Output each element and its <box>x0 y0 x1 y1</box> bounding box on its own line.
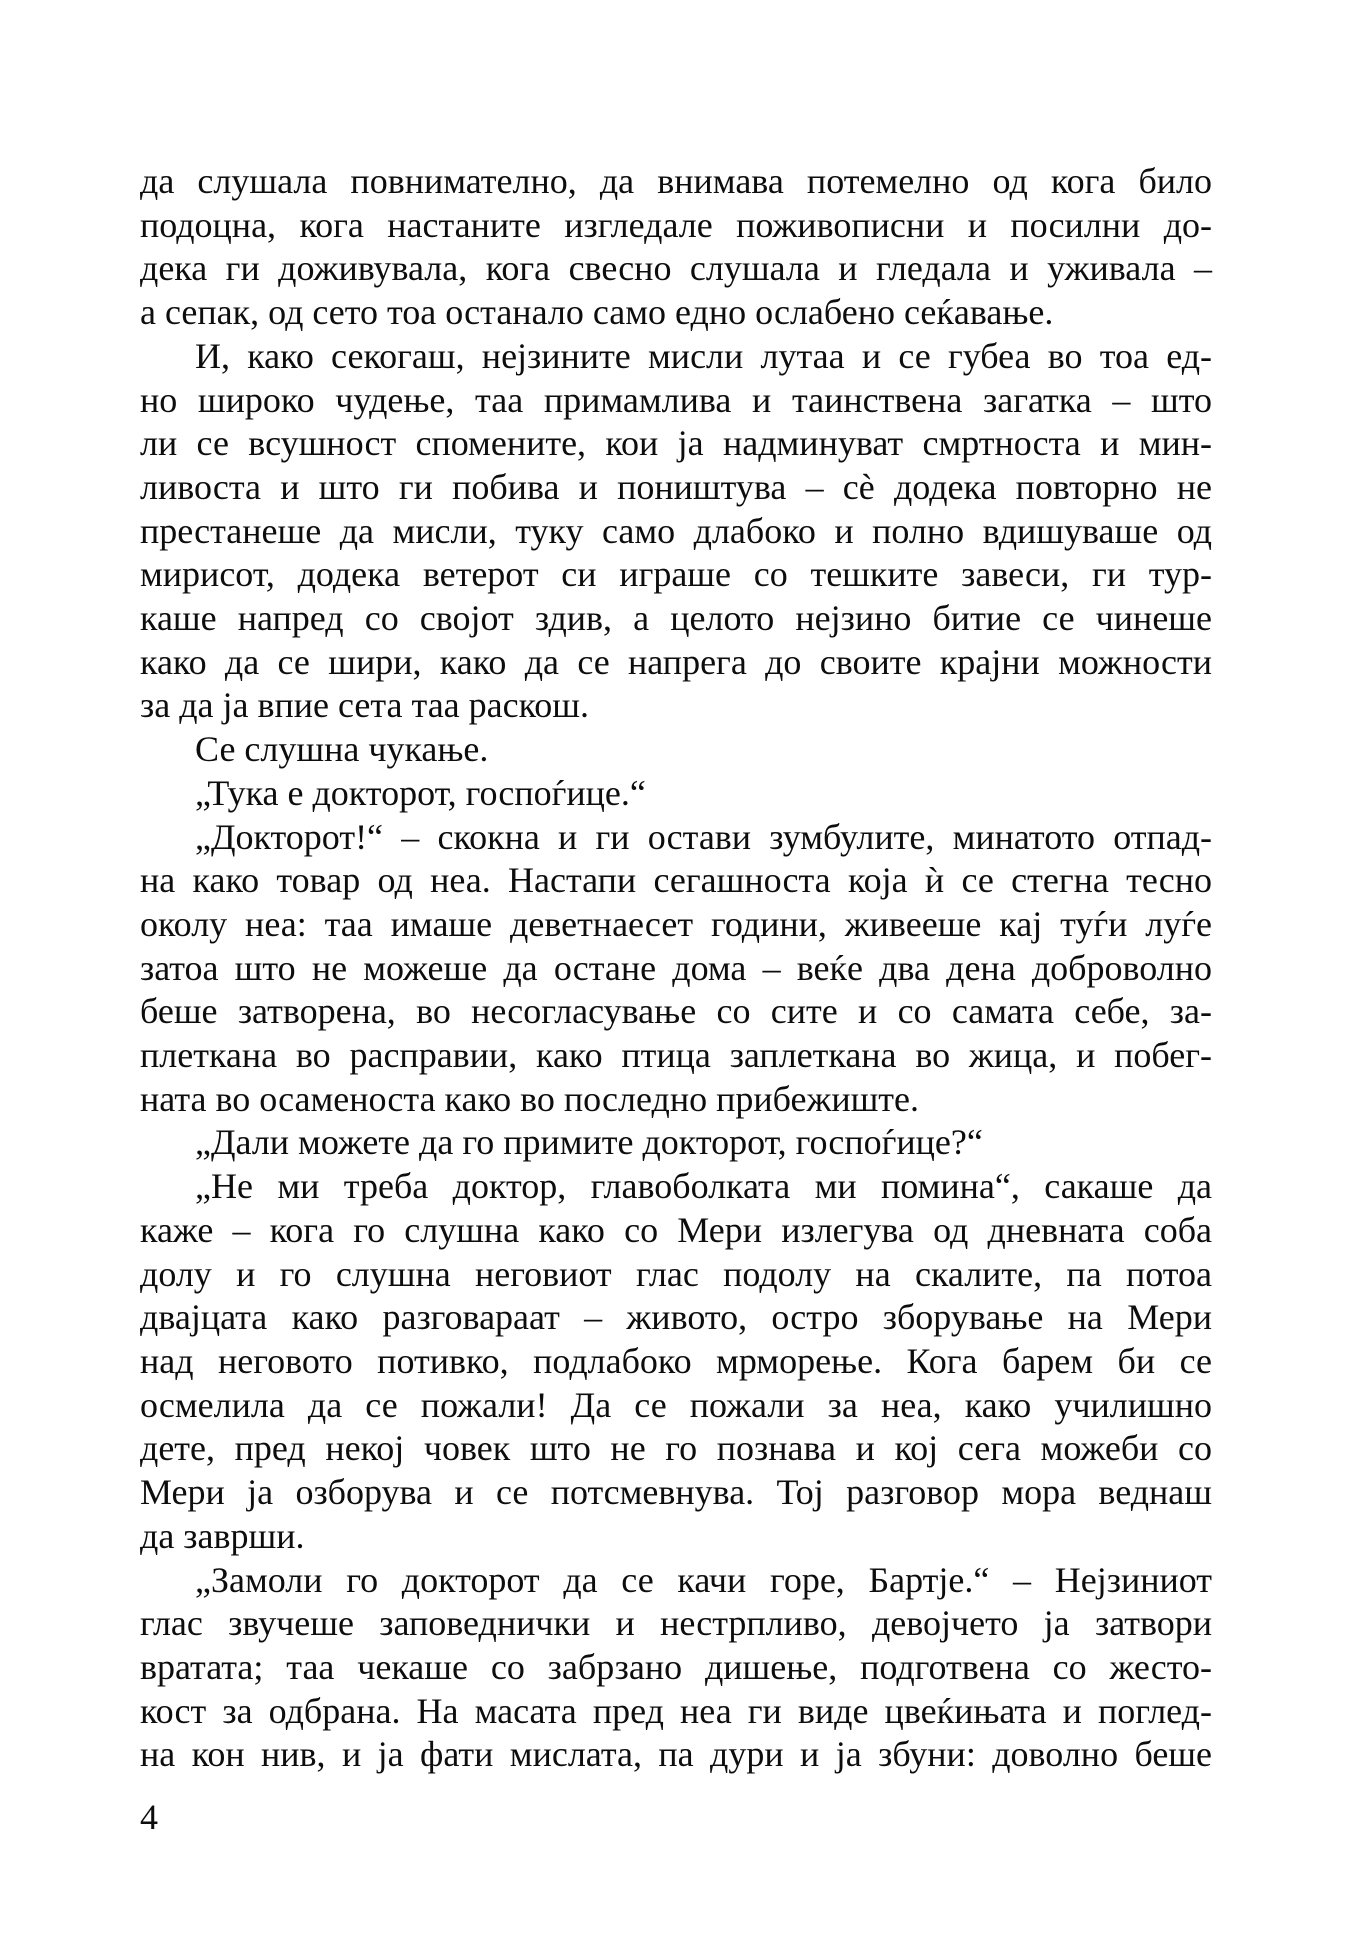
text-line: мирисот, додека ветерот си играше со тешките завеси, ги тур- <box>140 554 1212 595</box>
text-line: Се слушна чукање. <box>195 729 489 770</box>
text-line: осмелила да се пожали! Да се пожали за неа, како училишно <box>140 1384 1212 1425</box>
text-line: „Замоли го докторот да се качи горе, Бартје.“ – Нејзиниот <box>195 1559 1212 1600</box>
text-line: ли се всушност спомените, кои ја надминуват смртноста и мин- <box>140 423 1212 464</box>
text-line: вратата; таа чекаше со забрзано дишење, подготвена со жесто- <box>140 1646 1212 1687</box>
page-number: 4 <box>140 1797 158 1838</box>
text-line: каже – кога го слушна како со Мери излегува од дневната соба <box>140 1209 1212 1250</box>
text-line: на како товар од неа. Настапи сегашноста која ѝ се стегна тесно <box>140 860 1212 901</box>
text-line: дека ги доживувала, кога свесно слушала и гледала и уживала – <box>140 248 1212 289</box>
text-line: „Тука е докторот, госпоѓице.“ <box>195 772 646 813</box>
text-line: за да ја впие сета таа раскош. <box>140 685 589 726</box>
text-line: плеткана во расправии, како птица заплеткана во жица, и побег- <box>140 1035 1212 1076</box>
text-line: „Докторот!“ – скокна и ги остави зумбулите, минатото отпад- <box>195 816 1212 857</box>
text-line: да заврши. <box>140 1515 305 1556</box>
text-line: ливоста и што ги побива и поништува – сѐ додека повторно не <box>140 466 1212 507</box>
text-line: престанеше да мисли, туку само длабоко и полно вдишуваше од <box>140 510 1212 551</box>
text-line: Мери ја озборува и се потсмевнува. Тој разговор мора веднаш <box>140 1472 1212 1513</box>
text-line: каше напред со својот здив, а целото нејзино битие се чинеше <box>140 598 1212 639</box>
text-line: подоцна, кога настаните изгледале поживописни и посилни до- <box>140 204 1212 245</box>
text-line: а сепак, од сето тоа останало само едно ослабено сеќавање. <box>140 292 1054 333</box>
text-line: глас звучеше заповеднички и нестрпливо, девојчето ја затвори <box>140 1603 1212 1644</box>
text-line: на кон нив, и ја фати мислата, па дури и ја збуни: доволно беше <box>140 1734 1212 1775</box>
text-line: затоа што не можеше да остане дома – веќе два дена доброволно <box>140 947 1212 988</box>
text-block <box>140 160 1212 1840</box>
text-line: но широко чудење, таа примамлива и таинствена загатка – што <box>140 379 1212 420</box>
text-line: долу и го слушна неговиот глас подолу на скалите, па потоа <box>140 1253 1212 1294</box>
text-line: околу неа: таа имаше деветнаесет години, живееше кај туѓи луѓе <box>140 903 1212 944</box>
text-line: да слушала повнимателно, да внимава потемелно од кога било <box>140 161 1212 201</box>
text-line: ната во осаменоста како во последно прибежиште. <box>140 1078 920 1119</box>
text-line: И, како секогаш, нејзините мисли лутаа и се губеа во тоа ед- <box>195 335 1212 376</box>
text-line: беше затворена, во несогласување со сите и со самата себе, за- <box>140 991 1212 1032</box>
text-line: „Дали можете да го примите докторот, госпоѓице?“ <box>195 1122 983 1163</box>
text-line: двајцата како разговараат – живото, остро зборување на Мери <box>140 1297 1212 1338</box>
text-line: како да се шири, како да се напрега до своите крајни можности <box>140 641 1212 682</box>
text-line: над неговото потивко, подлабоко мрморење. Кога барем би се <box>140 1340 1212 1381</box>
text-line: дете, пред некој човек што не го познава и кој сега можеби со <box>140 1428 1212 1469</box>
text-line: „Не ми треба доктор, главоболката ми помина“, сакаше да <box>195 1166 1212 1207</box>
text-line: кост за одбрана. На масата пред неа ги виде цвеќињата и поглед- <box>140 1690 1212 1731</box>
body-text <box>140 160 1212 1777</box>
